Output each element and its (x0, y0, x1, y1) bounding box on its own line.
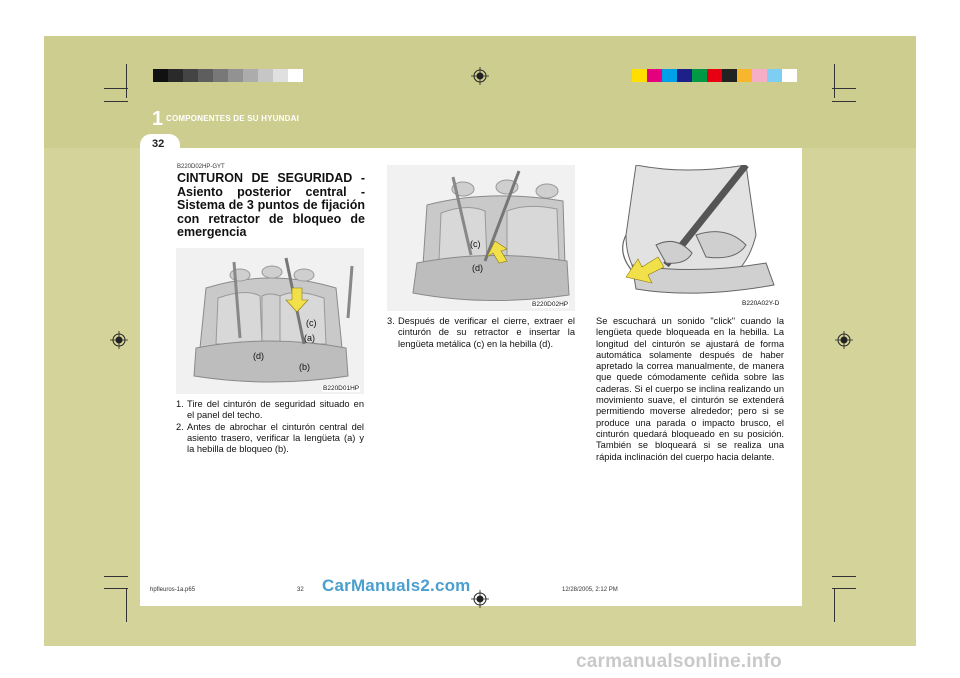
label-b: (b) (299, 362, 310, 372)
color-swatch (692, 69, 707, 82)
registration-mark-icon (835, 331, 853, 349)
color-swatch (273, 69, 288, 82)
figure-rear-seat-belt (176, 248, 364, 394)
crop-mark (104, 101, 128, 102)
crop-mark (104, 576, 128, 577)
watermark-link[interactable]: CarManuals2.com (322, 576, 471, 595)
steps-list-middle (387, 316, 575, 350)
color-swatch (782, 69, 797, 82)
step-number: 1. (176, 399, 184, 409)
crop-mark (104, 88, 128, 89)
chapter-number: 1 (152, 108, 164, 130)
figure-person-fastening (596, 165, 784, 311)
crop-mark (104, 588, 128, 589)
color-swatch (153, 69, 168, 82)
crop-mark (832, 588, 856, 589)
color-calibration-bar (632, 69, 797, 82)
label-c: (c) (306, 318, 317, 328)
chapter-title: COMPONENTES DE SU HYUNDAI (166, 114, 300, 123)
color-swatch (662, 69, 677, 82)
body-paragraph: Se escuchará un sonido "click" cuando la lengüeta quede bloqueada en la hebilla. La longitud del cinturón se ajustará de forma automática solamente después de haber apretado la correa manualmente, de manera que quede cómodamente ceñida sobre las caderas. Si el cuerpo se inclina realizando un movimiento suave, el cinturón se extenderá permitiendo moverse alrededor; pero si se produce una parada o impacto brusco, el cinturón quedará bloqueado en su posición. También se bloqueará si se realiza una rápida inclinación del cuerpo hacia delante. (596, 316, 784, 462)
footer-file: hpfleuros-1a.p65 (150, 587, 196, 593)
section-code: B220D02HP-GYT (177, 164, 225, 170)
step-number: 2. (176, 421, 184, 432)
figure-code: B220A02Y-D (742, 300, 780, 307)
crop-mark (126, 64, 127, 98)
crop-mark (834, 588, 835, 622)
page-number: 32 (152, 138, 165, 150)
registration-mark-icon (110, 331, 128, 349)
footer-datetime: 12/28/2005, 2:12 PM (562, 587, 618, 593)
color-swatch (183, 69, 198, 82)
step-text: Antes de abrochar el cinturón central del asiento trasero, verificar la lengüeta (a) y la hebilla de bloqueo (b). (187, 421, 364, 455)
color-swatch (647, 69, 662, 82)
step-item (387, 316, 575, 350)
color-swatch (767, 69, 782, 82)
step-number: 3. (387, 316, 395, 326)
step-item (176, 422, 364, 456)
crop-mark (832, 101, 856, 102)
step-text: Después de verificar el cierre, extraer el cinturón de su retractor e insertar la lengüeta metálica (c) en la hebilla (d). (398, 316, 575, 349)
crop-mark (832, 576, 856, 577)
gray-calibration-bar (153, 69, 303, 82)
crop-mark (126, 588, 127, 622)
steps-list-left (176, 399, 364, 455)
label-d: (d) (253, 351, 264, 361)
header-band (44, 36, 916, 148)
watermark-footer: carmanualsonline.info (576, 651, 782, 672)
crop-mark (832, 88, 856, 89)
crop-mark (834, 64, 835, 98)
figure-buckle-insertion (387, 165, 575, 311)
color-swatch (752, 69, 767, 82)
person-fastening-illustration (596, 165, 784, 311)
step-text: Tire del cinturón de seguridad situado en el panel del techo. (187, 399, 364, 421)
color-swatch (168, 69, 183, 82)
color-swatch (707, 69, 722, 82)
rear-seat-illustration (176, 248, 364, 394)
color-swatch (198, 69, 213, 82)
registration-mark-icon (471, 590, 489, 608)
section-title: CINTURON DE SEGURIDAD - Asiento posterior central - Sistema de 3 puntos de fijación con retractor de bloqueo de emergencia (177, 171, 365, 240)
step-item (176, 399, 364, 422)
color-swatch (737, 69, 752, 82)
color-swatch (228, 69, 243, 82)
footer-page: 32 (297, 587, 304, 593)
label-a: (a) (304, 333, 315, 343)
figure-code: B220D01HP (323, 385, 360, 392)
color-swatch (677, 69, 692, 82)
label-c: (c) (470, 239, 481, 249)
color-swatch (258, 69, 273, 82)
buckle-seat-illustration (387, 165, 575, 311)
label-d: (d) (472, 263, 483, 273)
color-swatch (288, 69, 303, 82)
color-swatch (632, 69, 647, 82)
registration-mark-icon (471, 67, 489, 85)
color-swatch (213, 69, 228, 82)
figure-code: B220D02HP (532, 301, 569, 308)
color-swatch (243, 69, 258, 82)
color-swatch (722, 69, 737, 82)
